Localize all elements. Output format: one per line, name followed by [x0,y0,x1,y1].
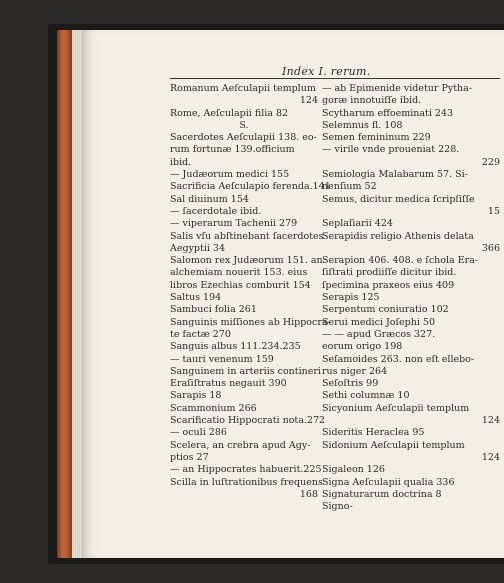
index-entry: 124 [481,415,500,427]
index-entry: Scytharum effoeminati 243 [322,107,454,119]
index-entry: ſpecimina praxeos eius 409 [322,279,455,291]
index-entry: Serapis 125 [322,292,380,304]
index-entry: 124 [299,95,318,107]
index-entry: — — apud Græcos 327. [322,328,436,340]
index-column-left [170,83,331,501]
index-entry: Signo- [322,501,353,513]
index-entry: Aegyptii 34 [170,242,226,254]
index-entry: alchemiam nouerit 153. eius [170,267,308,279]
index-entry: Serapidis religio Athenis delata [322,230,474,242]
index-entry: ptios 27 [170,451,209,463]
index-entry: Sanguinem in arteriis contineri [170,365,321,377]
index-entry: Selemnus fl. 108 [322,119,403,131]
index-entry: ſiſtrati prodiiſſe dicitur ibid. [322,267,457,279]
index-entry: ibid. [170,156,192,168]
index-entry: — tauri venenum 159 [170,353,274,365]
index-entry: Salomon rex Judæorum 151. an [170,255,323,267]
index-entry: 15 [487,205,500,217]
book-spine [57,30,72,558]
index-entry: Semen femininum 229 [322,132,431,144]
index-entry: Sicyonium Aeſculapii templum [322,402,470,414]
index-entry: Seſoſtris 99 [322,378,379,390]
index-entry: Serpentum coniuratio 102 [322,304,449,316]
index-entry: Eraſiſtratus negauit 390 [170,378,287,390]
index-entry: 124 [481,451,500,463]
index-entry: Sanguinis miſſiones ab Hippocra- [170,316,331,328]
index-entry: Signaturarum doctrina 8 [322,488,442,500]
index-entry: Salis vſu abſtinebant ſacerdotes [170,230,324,242]
index-entry: 168 [299,488,318,500]
index-entry: Seſamoides 263. non eſt ellebo- [322,353,475,365]
book-page [82,30,504,558]
index-entry: — ab Epimenide videtur Pytha- [322,83,473,94]
index-entry: — an Hippocrates habuerit.225 [170,464,322,476]
index-entry: Seplaſiarii 424 [322,218,393,230]
index-entry: — virile vnde proueniat 228. [322,144,460,156]
index-entry: — Judæorum medici 155 [170,169,290,181]
index-entry: — oculi 286 [170,427,227,439]
index-entry: libros Ezechias comburit 154 [170,279,311,291]
index-entry: 229 [481,156,500,168]
index-entry: Rome, Aeſculapii filia 82 [170,107,289,119]
index-entry: goræ innotuiſſe ibid. [322,95,422,107]
index-entry: Semus, dicitur medica ſcripſiſſe [322,193,475,205]
index-entry: Scammonium 266 [170,402,257,414]
index-entry: Serui medici Joſephi 50 [322,316,435,328]
index-entry: Sambuci folia 261 [170,304,257,316]
index-entry: 366 [481,242,500,254]
index-entry: eorum origo 198 [322,341,403,353]
index-entry: te factæ 270 [170,328,231,340]
index-entry: Sacrificia Aeſculapio ferenda.141 [170,181,331,193]
index-entry: Romanum Aeſculapii templum [170,83,316,94]
index-entry: Sethi columnæ 10 [322,390,410,402]
index-entry: rum fortunæ 139.officium [170,144,295,156]
index-column-right [322,83,500,513]
index-entry: Signa Aeſculapii qualia 336 [322,476,455,488]
index-entry: Sigaleon 126 [322,464,385,476]
index-entry: Sidonium Aeſculapii templum [322,439,465,451]
index-entry: Sideritis Heraclea 95 [322,427,425,439]
index-entry: nenſium 52 [322,181,377,193]
index-entry: Saltus 194 [170,292,222,304]
index-entry: Sarapis 18 [170,390,222,402]
index-entry: rus niger 264 [322,365,388,377]
index-entry: Sal diuinum 154 [170,193,249,205]
index-entry: Scarificatio Hippocrati nota.272 [170,415,326,427]
page-edges [72,30,82,558]
index-entry: — ſacerdotale ibid. [170,205,262,217]
index-entry: Sacerdotes Aeſculapii 138. eo- [170,132,317,144]
index-entry: Semiologia Malabarum 57. Si- [322,169,468,181]
index-entry: Sanguis albus 111.234.235 [170,341,301,353]
index-entry: S. [239,119,249,131]
index-entry: Serapion 406. 408. e ſchola Era- [322,255,479,267]
index-entry: Scelera, an crebra apud Agy- [170,439,311,451]
header-rule [170,78,500,79]
running-title: Index I. rerum. [282,65,371,78]
index-entry: — viperarum Tachenii 279 [170,218,298,230]
index-entry: Scilla in luſtrationibus frequens [170,476,323,488]
